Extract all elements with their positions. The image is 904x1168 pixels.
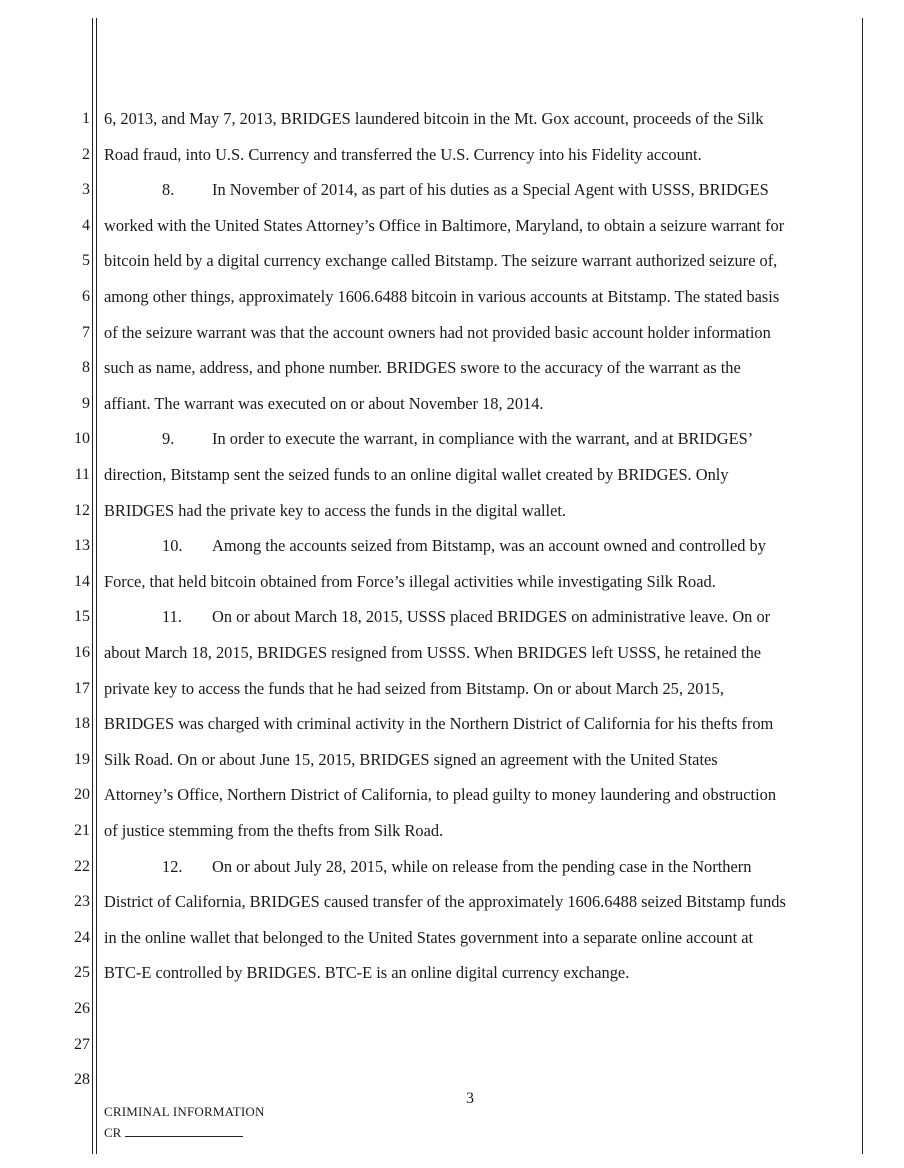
line-number: 9 xyxy=(82,394,90,412)
document-line xyxy=(104,395,544,413)
line-text: of the seizure warrant was that the account owners had not provided basic account holder information xyxy=(104,322,771,342)
left-margin-rule-outer xyxy=(92,18,93,1154)
document-line xyxy=(104,502,566,520)
line-text: about March 18, 2015, BRIDGES resigned from USSS. When BRIDGES left USSS, he retained the xyxy=(104,643,762,662)
line-number: 14 xyxy=(74,572,90,590)
line-number: 2 xyxy=(82,145,90,163)
document-line xyxy=(104,359,741,377)
line-number: 16 xyxy=(74,644,90,661)
line-text: in the online wallet that belonged to the United States government into a separate online account at xyxy=(104,927,754,947)
line-number: 27 xyxy=(74,1035,90,1053)
line-text: District of California, BRIDGES caused transfer of the approximately 1606.6488 seized Bitstamp funds xyxy=(104,892,786,912)
page-number: 3 xyxy=(466,1090,474,1107)
line-number: 13 xyxy=(74,537,90,555)
document-line xyxy=(104,537,766,555)
line-text: Road fraud, into U.S. Currency and transferred the U.S. Currency into his Fidelity account. xyxy=(104,144,702,164)
line-text: Attorney’s Office, Northern District of California, to plead guilty to money laundering and obstruction xyxy=(104,785,777,805)
document-line xyxy=(104,893,786,911)
line-text: BRIDGES had the private key to access the funds in the digital wallet. xyxy=(104,500,567,520)
line-text: such as name, address, and phone number. BRIDGES swore to the accuracy of the warrant as the xyxy=(104,358,741,378)
line-text: Force, that held bitcoin obtained from Force’s illegal activities while investigating Silk Road. xyxy=(104,571,716,591)
line-number: 8 xyxy=(82,359,90,377)
document-line xyxy=(104,929,753,947)
document-line xyxy=(104,181,769,199)
document-line xyxy=(104,822,443,840)
line-number: 1 xyxy=(82,110,90,127)
line-text: Among the accounts seized from Bitstamp, was an account owned and controlled by xyxy=(212,536,766,556)
case-number-label: CR xyxy=(104,1125,122,1140)
document-line xyxy=(104,786,776,804)
line-text: BRIDGES was charged with criminal activity in the Northern District of California for his thefts from xyxy=(104,714,774,734)
line-number: 24 xyxy=(74,928,90,946)
line-number: 17 xyxy=(74,679,90,697)
document-line xyxy=(104,430,753,448)
document-line xyxy=(104,466,729,484)
line-text: In November of 2014, as part of his duties as a Special Agent with USSS, BRIDGES xyxy=(212,180,769,200)
paragraph-number: 10. xyxy=(162,536,183,556)
line-number: 18 xyxy=(74,715,90,733)
line-number: 25 xyxy=(74,964,90,982)
line-text: On or about March 18, 2015, USSS placed BRIDGES on administrative leave. On or xyxy=(212,607,771,627)
line-number: 21 xyxy=(74,822,90,839)
line-number: 20 xyxy=(74,786,90,804)
document-line xyxy=(104,217,784,235)
line-text: In order to execute the warrant, in compliance with the warrant, and at BRIDGES’ xyxy=(212,429,754,449)
document-line xyxy=(104,680,724,698)
line-text: of justice stemming from the thefts from Silk Road. xyxy=(104,821,444,840)
line-text: direction, Bitstamp sent the seized funds to an online digital wallet created by BRIDGES. Only xyxy=(104,465,729,484)
line-text: among other things, approximately 1606.6488 bitcoin in various accounts at Bitstamp. The stated basis xyxy=(104,287,780,306)
line-text: Silk Road. On or about June 15, 2015, BRIDGES signed an agreement with the United States xyxy=(104,749,718,769)
document-line xyxy=(104,608,770,626)
line-number: 3 xyxy=(82,181,90,199)
line-number: 7 xyxy=(82,323,90,341)
line-text: affiant. The warrant was executed on or about November 18, 2014. xyxy=(104,393,544,413)
line-text: worked with the United States Attorney’s Office in Baltimore, Maryland, to obtain a seizure warrant for xyxy=(104,215,785,235)
document-line xyxy=(104,146,702,164)
line-number: 4 xyxy=(82,216,90,234)
line-number: 26 xyxy=(74,1000,90,1017)
document-line xyxy=(104,288,779,306)
line-number: 23 xyxy=(74,893,90,911)
line-text: On or about July 28, 2015, while on release from the pending case in the Northern xyxy=(212,856,752,876)
line-number: 10 xyxy=(74,430,90,448)
document-line xyxy=(104,751,718,769)
line-number: 11 xyxy=(74,466,90,483)
left-margin-rule-inner xyxy=(96,18,97,1154)
line-text: private key to access the funds that he had seized from Bitstamp. On or about March 25, 2015, xyxy=(104,678,724,698)
document-line xyxy=(104,858,751,876)
paragraph-number: 12. xyxy=(162,856,183,876)
line-number: 28 xyxy=(74,1071,90,1089)
paragraph-number: 8. xyxy=(162,180,175,200)
document-line xyxy=(104,573,716,591)
line-number: 15 xyxy=(74,608,90,626)
line-number: 22 xyxy=(74,857,90,875)
document-line xyxy=(104,324,771,342)
paragraph-number: 9. xyxy=(162,429,175,449)
line-number: 12 xyxy=(74,501,90,519)
document-line xyxy=(104,715,773,733)
paragraph-number: 11. xyxy=(162,607,182,627)
document-line xyxy=(104,110,764,128)
footer-case-number xyxy=(104,1124,243,1141)
document-line xyxy=(104,644,761,662)
right-margin-rule xyxy=(862,18,863,1154)
document-line xyxy=(104,252,777,270)
line-text: bitcoin held by a digital currency exchange called Bitstamp. The seizure warrant authorized seizure of, xyxy=(104,251,778,271)
line-number: 19 xyxy=(74,750,90,768)
footer-title: CRIMINAL INFORMATION xyxy=(104,1104,265,1119)
line-number: 5 xyxy=(82,252,90,270)
document-line xyxy=(104,964,629,982)
case-number-blank xyxy=(125,1124,243,1137)
line-number: 6 xyxy=(82,288,90,305)
line-text: 6, 2013, and May 7, 2013, BRIDGES laundered bitcoin in the Mt. Gox account, proceeds of the Silk xyxy=(104,109,764,128)
line-text: BTC-E controlled by BRIDGES. BTC-E is an online digital currency exchange. xyxy=(104,963,630,983)
